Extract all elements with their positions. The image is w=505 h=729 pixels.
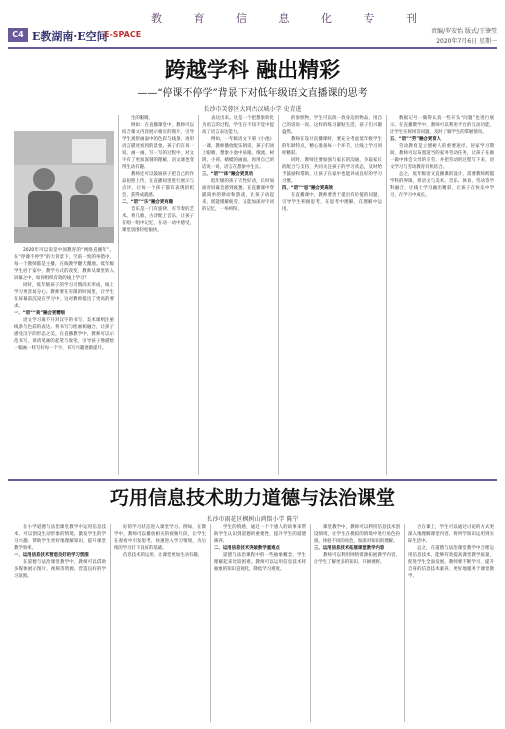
page-number: C4 [8,28,28,42]
paragraph: 信息技术的运用，让课堂更加生动有趣。 [123,553,203,558]
section-title-en: E-SPACE [104,30,142,39]
article2-column-1 [14,524,106,722]
paragraph: 表达出来。这是一个把想象转化为语言的过程，学生在不知不觉中提高了语言表达能力。 [202,116,274,135]
masthead-rule [8,47,497,49]
column-divider [118,115,119,475]
article2-section-heading-2: 二、运用信息技术突破教学重难点 [214,546,280,551]
article1-column-3 [202,115,274,473]
paragraph: 2020年可以说是中国教育的“网络直播年”。在“停课不停学”的大背景下，空前一致的举措中，每一个教师都是主播，在线教学翻天覆地。低年级学生居于家中，教学方式的改变，教师从课堂转入屏幕之中，如何组织有效的线上学习？ [14,248,114,281]
paragraph: 数据记号一做得认真一些开头“问题”也进行展示。在直播教学中，教师可以利用平台的互动功能，让学生实时回答问题，及时了解学生的掌握情况。 [390,116,494,135]
column-divider [198,115,199,475]
paragraph: 教师在设计直播课时，要充分考虑低年级学生的年龄特点，精心准备每一个环节，让线上学习同样精彩。 [282,137,382,156]
paragraph: 总之，低年级语文直播课的设计，需要教师跨越学科的界限，将语文与美术、音乐、体育、劳动等学科融合，让线上学习融出精彩，让孩子在快乐中学习，在学习中成长。 [390,172,494,198]
paragraph: 生的眼睛。 [131,116,153,121]
paragraph: 例如，一年级语文下册《小池》一课，教师播放配乐朗读，孩子们闭上眼睛，想象小池中泉眼、细流、树阴、小荷、蜻蜓的画面，再用自己的话说一说，语言在想象中生长。 [202,137,274,170]
column-divider [386,115,387,475]
column-divider [110,524,111,722]
article1-column-1 [14,247,114,473]
classroom-photo-illustration [14,131,114,243]
issue-date: 2020年7月6日 星期一 [436,38,497,45]
paragraph: 同时，教师还要加强与家长的沟通，争取家长的配合与支持，共同关注孩子的学习状态，及时给予鼓励和帮助，让孩子在家中也能养成良好的学习习惯。 [282,158,382,184]
article-separator [8,479,497,481]
article1-section-heading-2: 二、“语”“乐”融合更有趣 [122,200,174,205]
article2-headline: 巧用信息技术助力道德与法治课堂 [109,487,395,509]
article1-column-5 [390,115,494,473]
article2-section-heading-3: 三、运用信息技术拓展课堂教学内容 [314,546,385,551]
paragraph: 教师还可以鼓励孩子把自己的作品拍照上传，在直播间里进行展示与点评，让每一个孩子都有表现的机会，获得成就感。 [122,172,194,198]
article2-section-heading-1: 一、运用信息技术营造良好的学习氛围 [14,553,89,558]
column-divider [210,524,211,722]
paragraph: 好的学习状态进入课堂学习。例如，在教学中，教师可以播放相关的视频片段，让学生在观看中引发思考，快速进入学习情境，为后续的学习打下良好的基础。 [114,525,206,551]
article2-column-4 [314,524,400,722]
paragraph: 在道德与法治课堂教学中，教师可以借助多媒体展示图片、视频等资源，营造良好的学习氛围。 [14,560,106,579]
paragraph: 学生的情感，通过一个个感人的故事来帮助学生认识到道德的重要性，提升学生的道德修养。 [214,525,306,544]
column-divider [404,524,405,722]
paragraph: 合在课上，学生可以通过讨论的方式更深入地理解课堂内容，将所学知识运用到实际生活中。 [408,525,494,544]
article1-byline: 长沙市芙蓉区大同古汉城小学 史青进 [203,106,302,113]
masthead [8,8,497,46]
paragraph: 语文学习离不开对汉字的书写，美术课则注重线条与色彩的表达。将书写与绘画相融合，让孩子感受汉字的形态之美。在直播教学中，教师可以示范书写，讲清笔画的起笔与收笔，引导孩子像描绘一幅画一样写好每一个字，书写兴趣逐渐提升。 [14,318,114,351]
paragraph: 低年级的孩子天性好动，长时间面对屏幕会感到疲惫。在直播课中穿插简单的律动和游戏，让孩子动起来，既能缓解疲劳，又能加深对字词的记忆，一举两得。 [202,179,274,212]
article1-section-heading-5: 五、“语”“劳”融合更育人 [390,137,442,142]
article1-headline: 跨越学科 融出精彩 [164,57,341,82]
paragraph: 总之，在道德与法治课堂教学中合理运用信息技术，能够有效提高课堂教学质量，促进学生全面发展。教师要不断学习，提升自身的信息技术素养，更好地服务于课堂教学。 [408,546,494,579]
paragraph: 音乐是一门有旋律、有节奏的艺术。将儿歌、古诗配上音乐，让孩子在唱一唱中记忆，在动一动中感受，课堂氛围轻松愉快。 [122,207,194,233]
paragraph: 在直播课中，教师要善于提出有价值的问题，引导学生积极思考，在思考中理解，在理解中运用。 [282,193,382,212]
paragraph: 道德与法治课程中的一些抽象概念，学生理解起来比较困难。教师可以运用信息技术将抽象的知识直观化，降低学习难度。 [214,553,306,572]
article2-column-5 [408,524,494,722]
article1-column-2 [122,115,194,473]
column-divider [278,115,279,475]
editor-credits: 责编/罗安怡 版式/王肇瑩 [431,28,497,35]
publication-banner: 教 育 信 息 化 专 刊 [151,12,431,23]
article1-subheadline: ——“停课不停学”背景下对低年级语文直播课的思考 [137,88,368,99]
paragraph: 劳动教育是立德树人的重要途径。居家学习期间，教师可以布置适当的家务劳动任务，让孩子在做一做中体会父母的辛劳，并把劳动的过程写下来，语文学习与劳动教育有机结合。 [390,144,494,170]
section-title: E教湖南·E空间 [32,30,108,43]
article1-section-heading-1: 一、“语”“美”融合更精细 [14,311,66,316]
paragraph: 的参照物，学生可以找一找身边的物品，用自己的话说一说。这样的练习紧贴生活，孩子们兴趣盎然。 [282,116,382,135]
article1-photo [14,131,114,243]
paragraph: 例如：在直播课堂中，教师可以结合课文内容展示相应的图片，引导学生观察画面中的色彩与线条，再用语言描述看到的景象。孩子们在说一说、画一画、写一写的过程中，对文字有了更加深刻的理解，语文课也变得生动有趣。 [122,123,194,170]
article1-section-heading-4: 四、“语”“思”融合更高效 [282,186,334,191]
article2-byline: 长沙市雨花区枫树山鸿铭小学 陈宁 [206,516,299,523]
article1-section-heading-3: 三、“语”“体”融合更灵动 [202,172,254,177]
paragraph: 教师可以利用网络资源拓展教学内容，让学生了解更多的知识，开阔视野。 [314,553,400,565]
paragraph: 同时，低年级孩子的学习习惯尚未形成，线上学习更容易分心。教师要在有限的时间里，让学生在屏幕前沉浸在学习中，这对教师提出了更高的要求。 [14,283,114,309]
article2-column-3 [214,524,306,722]
paragraph: 课堂教学中，教师可以利用信息技术创设情境，让学生在模拟的情境中进行角色扮演，体验不同的角色，加深对知识的理解。 [314,525,400,544]
column-divider [310,524,311,722]
article1-column-4 [282,115,382,473]
article2-column-2 [114,524,206,722]
paragraph: 在小学道德与法治课堂教学中运用信息技术，可以创设生动形象的情境，激发学生的学习兴趣，帮助学生更好地理解知识，提升课堂教学效率。 [14,525,106,551]
